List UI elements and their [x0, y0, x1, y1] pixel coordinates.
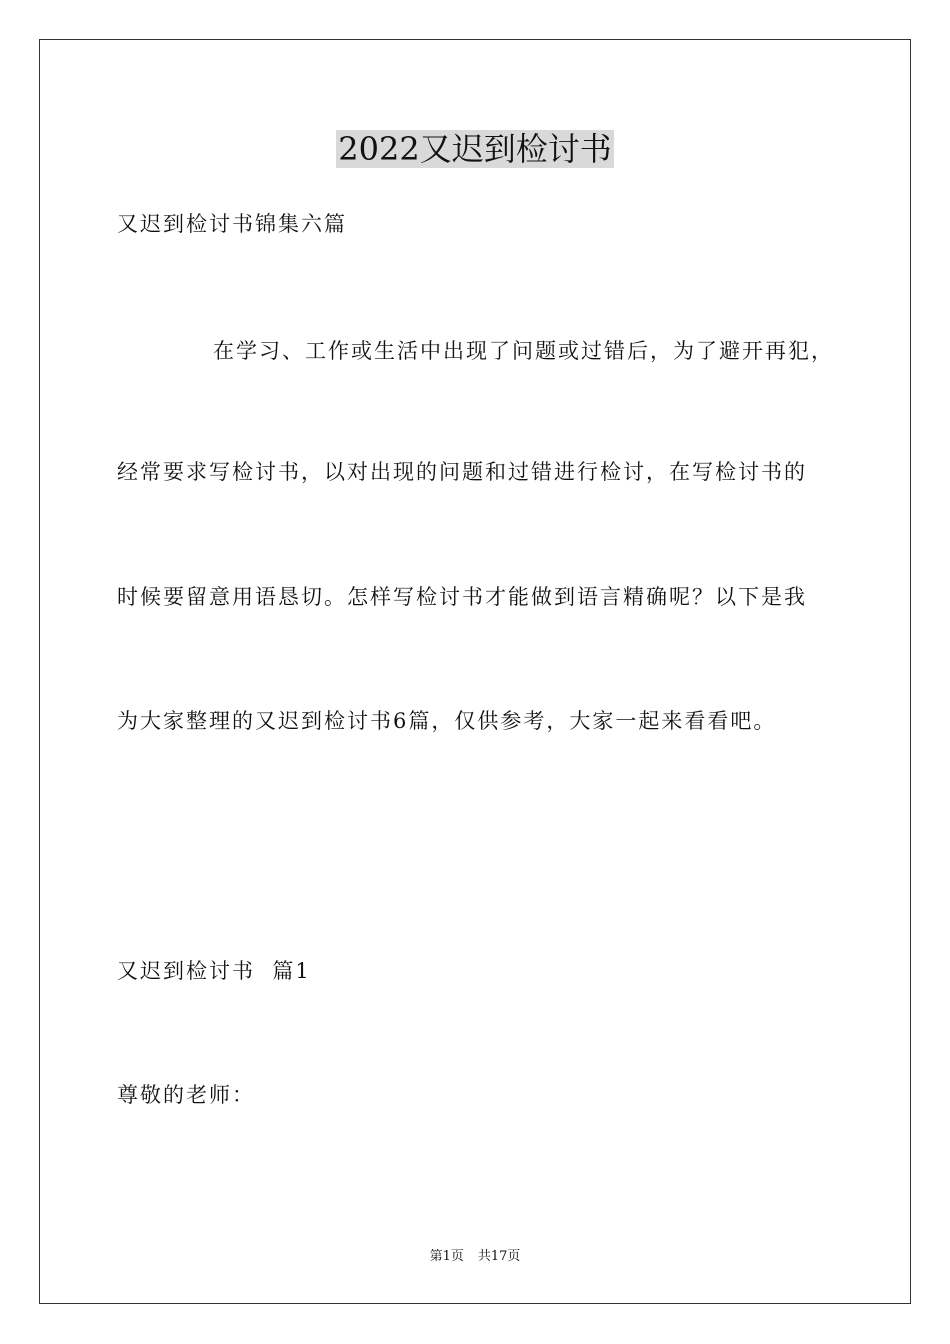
- intro-line-3: 时候要留意用语恳切。怎样写检讨书才能做到语言精确呢？以下是我: [117, 585, 807, 609]
- page-footer: [0, 1248, 950, 1266]
- intro-line-1: 在学习、工作或生活中出现了问题或过错后，为了避开再犯，: [213, 339, 834, 363]
- salutation: 尊敬的老师：: [117, 1083, 255, 1107]
- intro-line-2: 经常要求写检讨书，以对出现的问题和过错进行检讨，在写检讨书的: [117, 460, 807, 484]
- page-total: 共17页: [477, 1249, 521, 1264]
- document-title-text: 2022又迟到检讨书: [338, 130, 612, 168]
- document-title: [0, 126, 950, 172]
- document-subtitle: 又迟到检讨书锦集六篇: [117, 212, 347, 236]
- page-number: 第1页: [429, 1249, 464, 1264]
- intro-line-4: 为大家整理的又迟到检讨书6篇，仅供参考，大家一起来看看吧。: [117, 709, 777, 733]
- section-heading: 又迟到检讨书 篇1: [117, 959, 311, 983]
